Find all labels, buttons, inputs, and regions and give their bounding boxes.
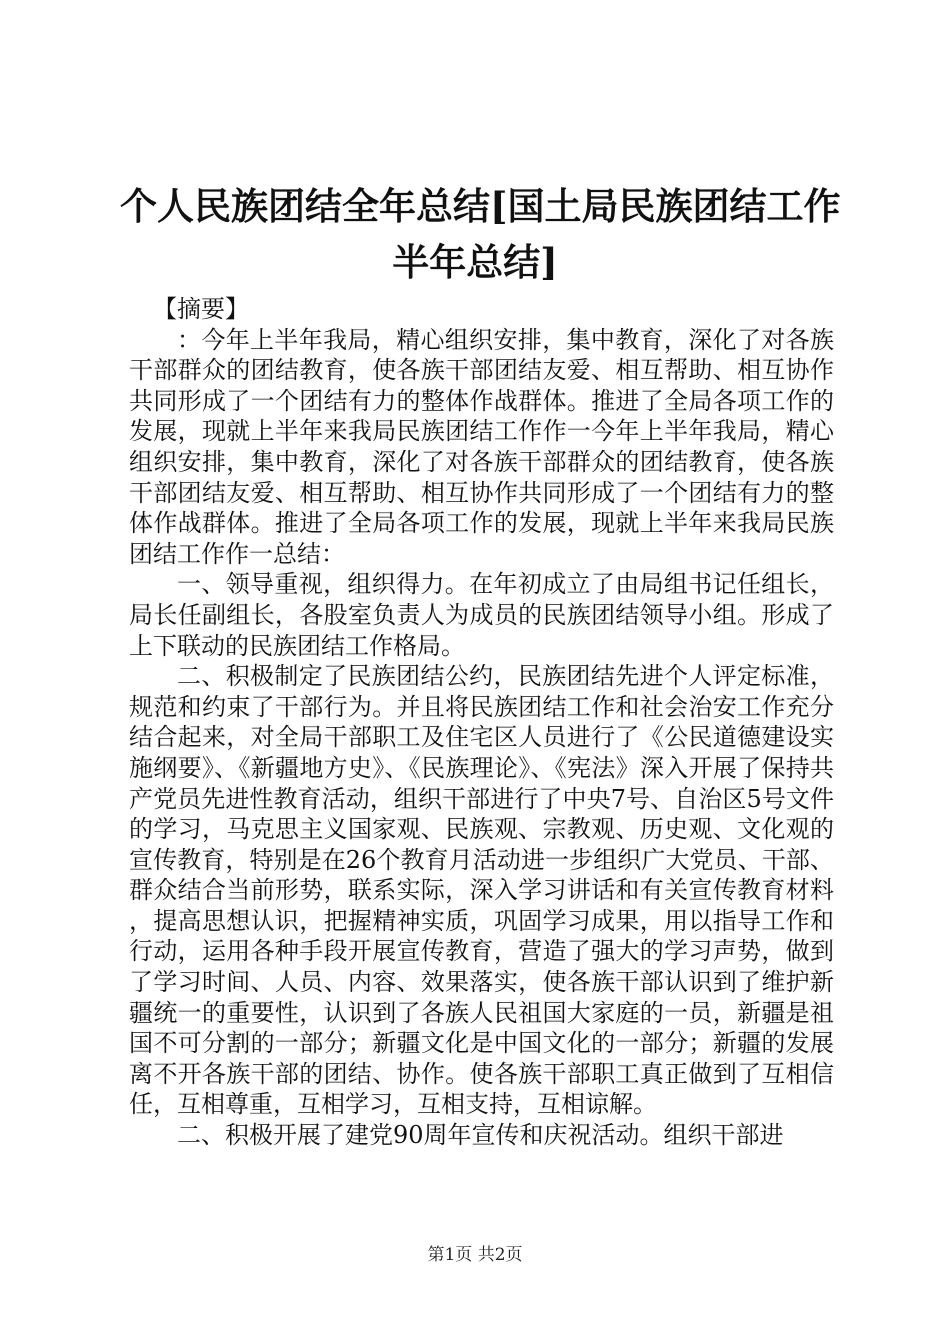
title-line-1: 个人民族团结全年总结[国土局民族团结工作 <box>120 184 841 228</box>
paragraph-party-anniversary: 二、积极开展了建党90周年宣传和庆祝活动。组织干部进 <box>177 1121 784 1150</box>
document-title <box>120 178 841 290</box>
document-body <box>129 294 834 1151</box>
page-footer: 第1页 共2页 <box>427 1245 523 1265</box>
paragraph-abstract: ：今年上半年我局，精心组织安排，集中教育，深化了对各族干部群众的团结教育，使各族干部团结友爱、相互帮助、相互协作共同形成了一个团结有力的整体作战群体。推进了全局各项工作的发展，现就上半年来我局民族团结工作作一今年上半年我局，精心组织安排，集中教育，深化了对各族干部群众的团结教育，使各族干部团结友爱、相互帮助、相互协作共同形成了一个团结有力的整体作战群体。推进了全局各项工作的发展，现就上半年来我局民族团结工作作一总结： <box>129 325 834 568</box>
abstract-label: 【摘要】 <box>153 295 249 323</box>
title-line-2: 半年总结] <box>392 240 558 284</box>
paragraph-convention: 二、积极制定了民族团结公约，民族团结先进个人评定标准，规范和约束了干部行为。并且将民族团结工作和社会治安工作充分结合起来，对全局干部职工及住宅区人员进行了《公民道德建设实施纲要》、《新疆地方史》、《民族理论》、《宪法》深入开展了保持共产党员先进性教育活动，组织干部进行了中央7号、自治区5号文件的学习，马克思主义国家观、民族观、宗教观、历史观、文化观的宣传教育，特别是在26个教育月活动进一步组织广大党员、干部、群众结合当前形势，联系实际，深入学习讲话和有关宣传教育材料，提高思想认识，把握精神实质，巩固学习成果，用以指导工作和行动，运用各种手段开展宣传教育，营造了强大的学习声势，做到了学习时间、人员、内容、效果落实，使各族干部认识到了维护新疆统一的重要性，认识到了各族人民祖国大家庭的一员，新疆是祖国不可分割的一部分；新疆文化是中国文化的一部分；新疆的发展离不开各族干部的团结、协作。使各族干部职工真正做到了互相信任，互相尊重，互相学习，互相支持，互相谅解。 <box>129 662 834 1119</box>
paragraph-leadership: 一、领导重视，组织得力。在年初成立了由局组书记任组长，局长任副组长，各股室负责人为成员的民族团结领导小组。形成了上下联动的民族团结工作格局。 <box>129 570 834 660</box>
